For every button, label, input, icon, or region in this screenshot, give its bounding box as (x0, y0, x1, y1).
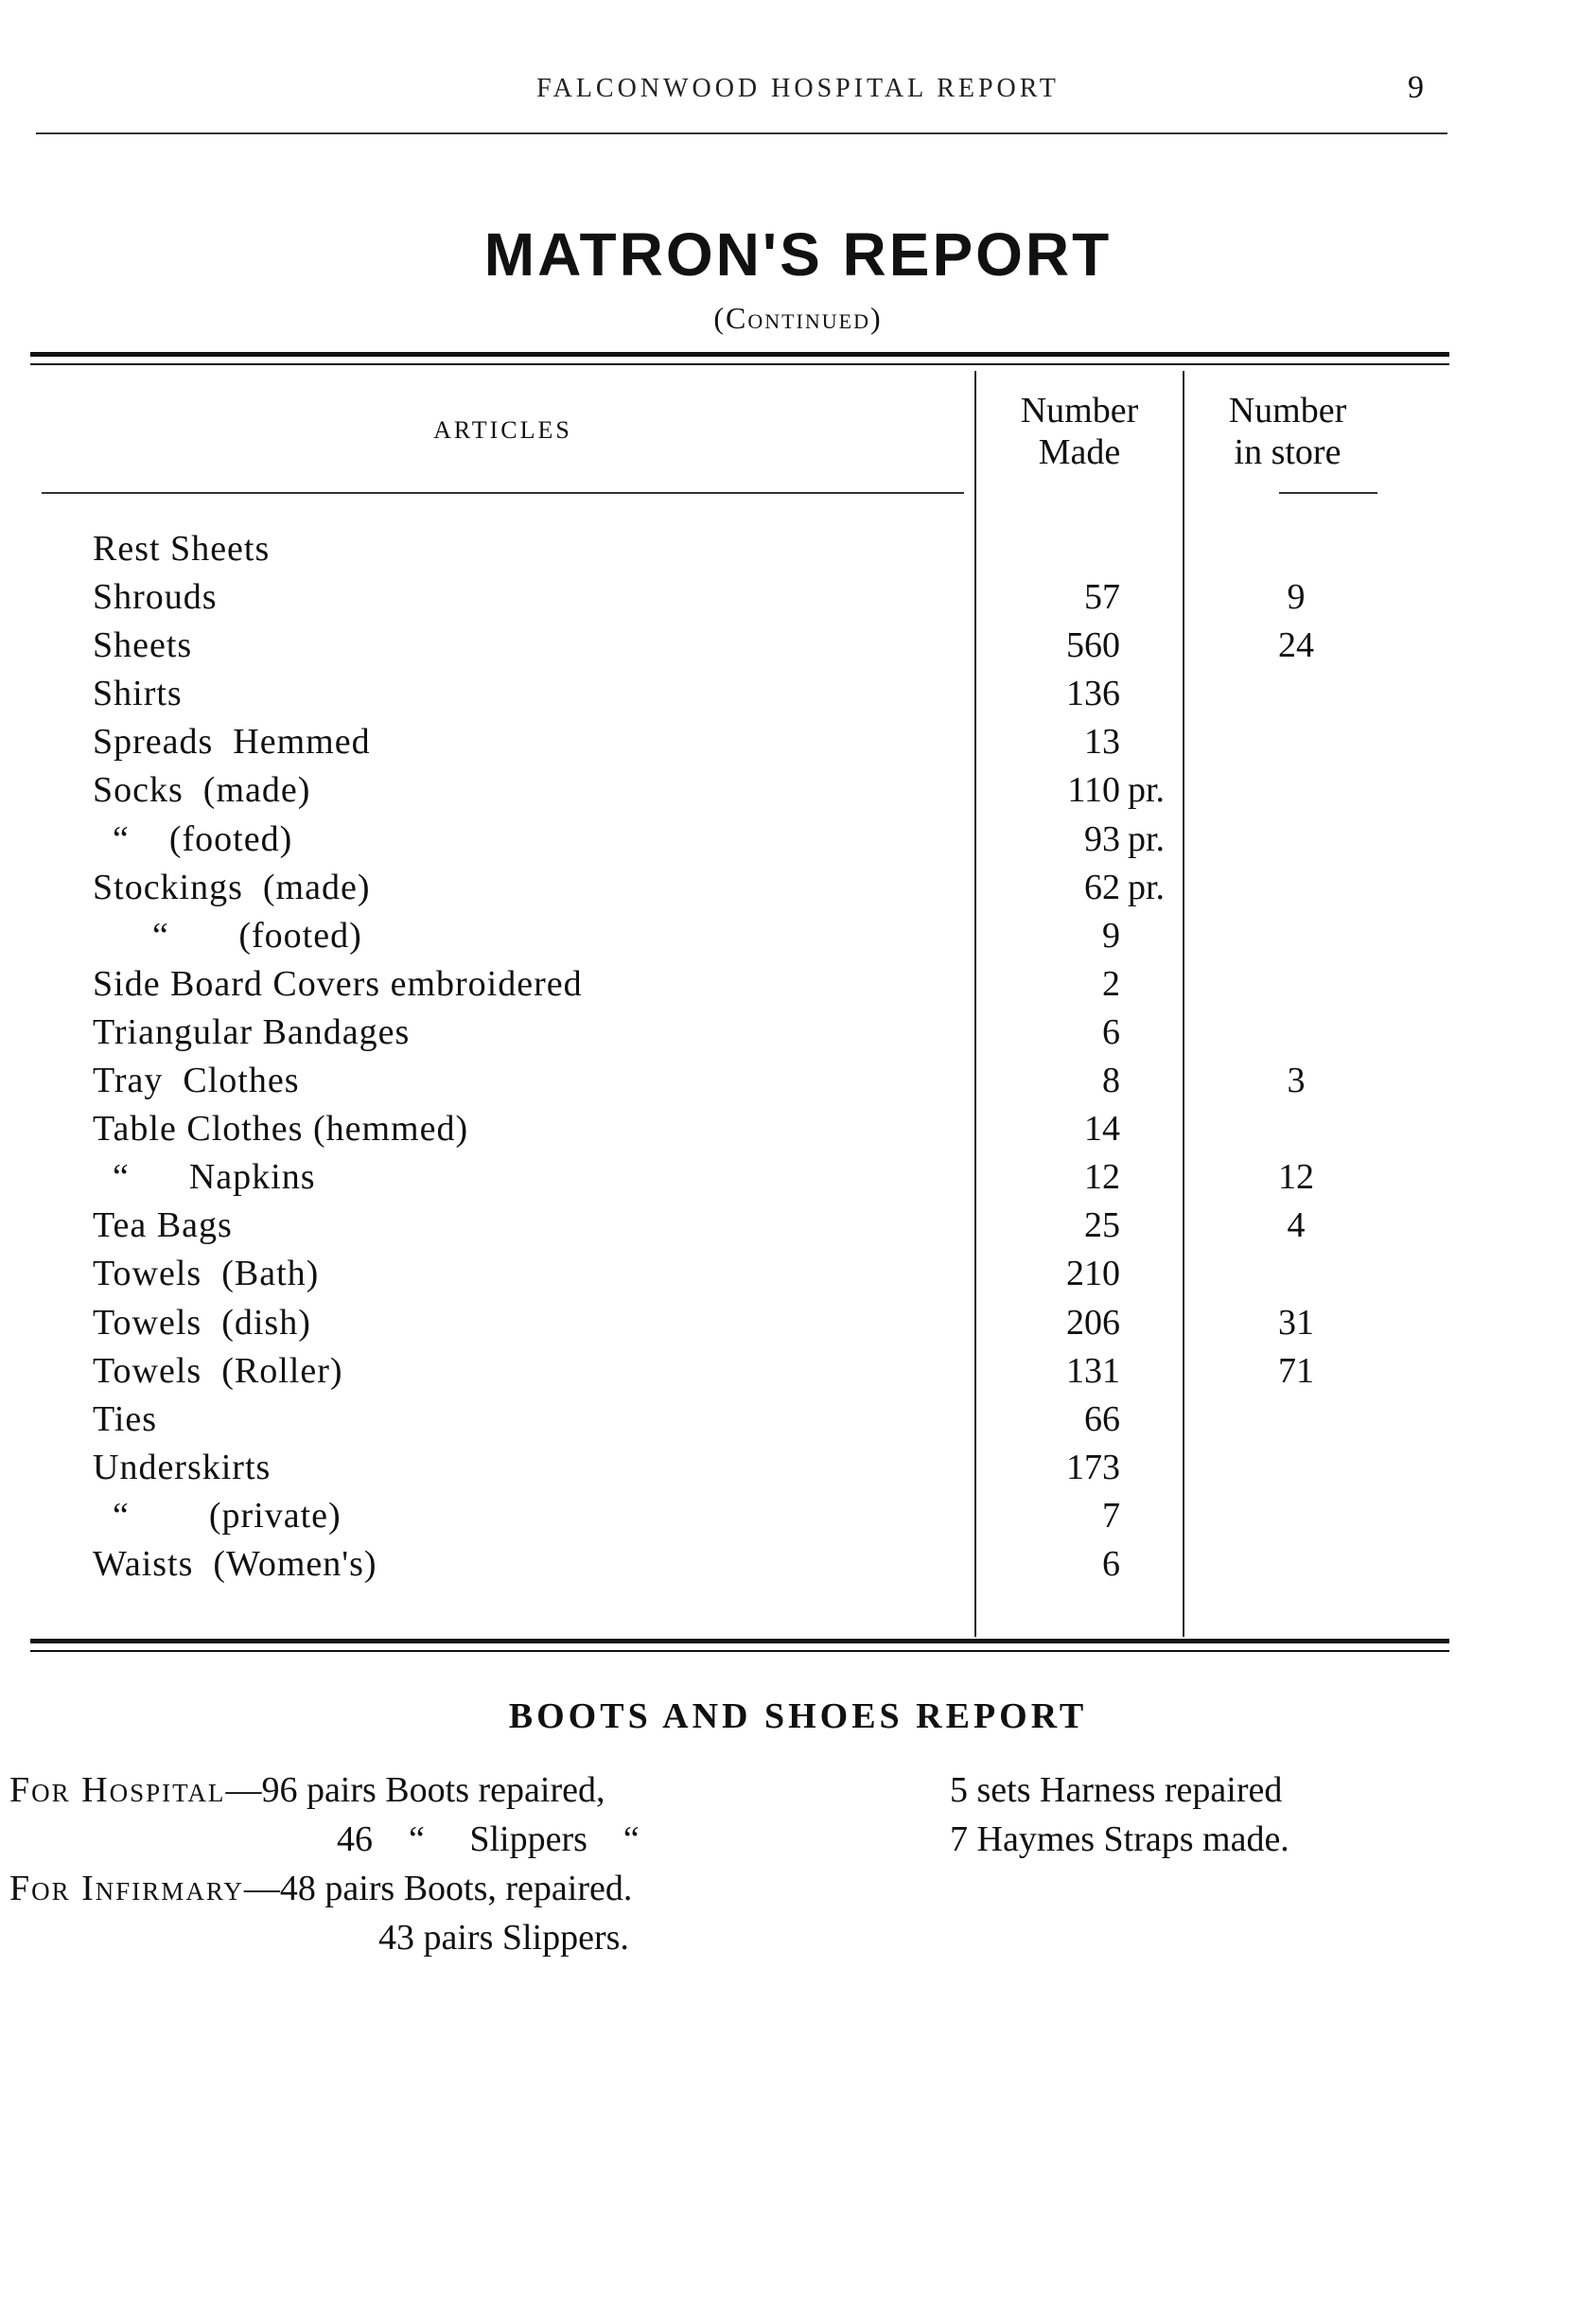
article-cell: Triangular Bandages (93, 1011, 411, 1052)
page-subtitle (0, 301, 1596, 336)
article-cell: Stockings (made) (93, 867, 371, 907)
table-row (0, 1540, 1596, 1589)
hospital-boots-line (9, 1765, 605, 1815)
number-in-store-cell: 4 (1287, 1205, 1306, 1246)
table-body (0, 525, 1596, 1589)
number-made-cell: 8 (1102, 1061, 1120, 1101)
number-made-cell: 136 (1066, 674, 1120, 714)
article-cell: Towels (Roller) (93, 1350, 343, 1391)
table-row (0, 1250, 1596, 1298)
number-made-cell: 7 (1102, 1495, 1120, 1536)
number-made-cell: 206 (1066, 1302, 1120, 1343)
column-header-line: in store (1234, 432, 1342, 472)
number-made-cell: 173 (1066, 1447, 1120, 1487)
article-cell: Side Board Covers embroidered (93, 963, 583, 1004)
unit-cell: pr. (1128, 770, 1166, 811)
table-row (0, 1299, 1596, 1347)
number-made-cell: 14 (1084, 1109, 1120, 1150)
header-underline (1279, 492, 1377, 494)
number-made-cell: 210 (1066, 1254, 1120, 1294)
table-row (0, 718, 1596, 766)
hospital-slippers-line: 46 “ Slippers “ (337, 1819, 640, 1859)
infirmary-slippers-line: 43 pairs Slippers. (378, 1918, 629, 1958)
running-title: FALCONWOOD HOSPITAL REPORT (536, 74, 1060, 103)
page-title: MATRON'S REPORT (483, 220, 1113, 289)
number-made-cell: 131 (1066, 1350, 1120, 1391)
article-cell: “ (footed) (93, 818, 293, 859)
table-bottom-rule (30, 1639, 1449, 1643)
table-row (0, 670, 1596, 718)
table-row (0, 1492, 1596, 1540)
article-cell: “ (footed) (93, 915, 362, 956)
table-row (0, 912, 1596, 960)
harness-repair-line: 5 sets Harness repaired (950, 1770, 1283, 1810)
column-header-number-in-store (1186, 390, 1389, 473)
table-row (0, 816, 1596, 864)
number-made-cell: 25 (1084, 1205, 1120, 1246)
table-row (0, 960, 1596, 1009)
number-made-cell: 13 (1084, 722, 1120, 763)
column-header-line: Made (1038, 432, 1121, 472)
number-in-store-cell: 3 (1287, 1061, 1306, 1101)
article-cell: Towels (dish) (93, 1302, 311, 1343)
article-cell: Waists (Women's) (93, 1543, 377, 1584)
article-cell: Tea Bags (93, 1205, 233, 1246)
article-cell: Towels (Bath) (93, 1254, 320, 1294)
number-made-cell: 6 (1102, 1011, 1120, 1052)
table-row (0, 1009, 1596, 1057)
article-cell: Sheets (93, 625, 193, 666)
number-made-cell: 9 (1102, 915, 1120, 956)
number-in-store-cell: 12 (1278, 1157, 1314, 1198)
article-cell: Ties (93, 1398, 158, 1439)
hospital-label: For Hospital (9, 1770, 226, 1810)
table-row (0, 525, 1596, 573)
infirmary-boots-text: —48 pairs Boots, repaired. (243, 1869, 633, 1908)
table-row (0, 864, 1596, 912)
article-cell: Shirts (93, 674, 183, 714)
number-in-store-cell: 24 (1278, 625, 1314, 666)
straps-made-line: 7 Haymes Straps made. (950, 1819, 1289, 1859)
number-in-store-cell: 31 (1278, 1302, 1314, 1343)
number-made-cell: 66 (1084, 1398, 1120, 1439)
boots-shoes-title: BOOTS AND SHOES REPORT (508, 1696, 1088, 1736)
number-made-cell: 57 (1084, 577, 1120, 618)
unit-cell: pr. (1128, 818, 1166, 859)
table-bottom-rule-thin (30, 1650, 1449, 1652)
subtitle-text: (Continued) (713, 301, 883, 335)
table-row (0, 1057, 1596, 1105)
column-header-line: Number (1020, 391, 1139, 430)
infirmary-label: For Infirmary (9, 1869, 244, 1908)
number-made-cell: 2 (1102, 963, 1120, 1004)
table-row (0, 1444, 1596, 1492)
column-header-number-made (978, 390, 1181, 473)
table-row (0, 1347, 1596, 1396)
number-made-cell: 12 (1084, 1157, 1120, 1198)
number-in-store-cell: 71 (1278, 1350, 1314, 1391)
article-cell: Spreads Hemmed (93, 722, 371, 763)
number-in-store-cell: 9 (1287, 577, 1306, 618)
article-cell: Rest Sheets (93, 529, 271, 569)
table-row (0, 1105, 1596, 1153)
article-cell: Socks (made) (93, 770, 311, 811)
table-row (0, 1153, 1596, 1202)
number-made-cell: 560 (1066, 625, 1120, 666)
hospital-boots-text: —96 pairs Boots repaired, (225, 1770, 605, 1810)
page-number: 9 (1408, 70, 1424, 105)
table-row (0, 1396, 1596, 1444)
column-header-articles: ARTICLES (433, 416, 572, 444)
number-made-cell: 62 (1084, 867, 1120, 907)
table-row (0, 573, 1596, 622)
article-cell: Underskirts (93, 1447, 272, 1487)
article-cell: “ (private) (93, 1495, 342, 1536)
article-cell: Tray Clothes (93, 1061, 300, 1101)
number-made-cell: 110 (1067, 770, 1120, 811)
table-row (0, 766, 1596, 815)
article-cell: “ Napkins (93, 1157, 316, 1198)
article-cell: Shrouds (93, 577, 218, 618)
infirmary-boots-line (9, 1864, 632, 1913)
column-header-line: Number (1228, 391, 1347, 430)
table-row (0, 1202, 1596, 1250)
unit-cell: pr. (1128, 867, 1166, 907)
article-cell: Table Clothes (hemmed) (93, 1109, 469, 1150)
table-top-rule (30, 352, 1449, 357)
table-row (0, 622, 1596, 670)
table-top-rule-thin (30, 363, 1449, 365)
header-underline (42, 492, 964, 494)
number-made-cell: 6 (1102, 1543, 1120, 1584)
number-made-cell: 93 (1084, 818, 1120, 859)
header-rule (36, 132, 1447, 134)
